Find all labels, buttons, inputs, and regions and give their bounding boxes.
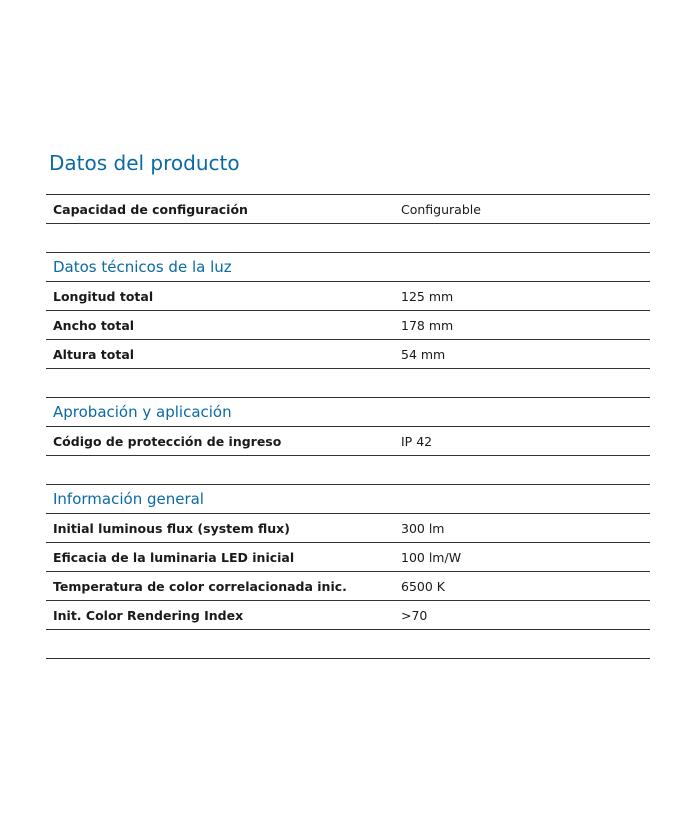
section-heading-general-info: Información general xyxy=(46,485,650,514)
spec-row xyxy=(46,340,650,369)
section-heading-light-data: Datos técnicos de la luz xyxy=(46,253,650,282)
spec-key: Initial luminous flux (system flux) xyxy=(53,520,290,536)
spec-value: IP 42 xyxy=(401,433,433,449)
spec-key: Capacidad de configuración xyxy=(53,201,248,217)
spec-table xyxy=(46,194,650,659)
spec-value: 178 mm xyxy=(401,317,454,333)
spec-value: >70 xyxy=(401,607,428,623)
spec-key: Altura total xyxy=(53,346,135,362)
section-spacer xyxy=(46,369,650,397)
spec-row xyxy=(46,601,650,630)
spec-key: Temperatura de color correlacionada inic. xyxy=(53,578,347,594)
spec-value: Configurable xyxy=(401,201,481,217)
section-spacer xyxy=(46,224,650,252)
spec-row xyxy=(46,195,650,224)
table-bottom-rule xyxy=(46,658,650,659)
spec-row xyxy=(46,543,650,572)
spec-row xyxy=(46,311,650,340)
spec-key: Longitud total xyxy=(53,288,154,304)
spec-key: Código de protección de ingreso xyxy=(53,433,282,449)
spec-row xyxy=(46,514,650,543)
spec-value: 54 mm xyxy=(401,346,446,362)
spec-value: 125 mm xyxy=(401,288,454,304)
section-spacer xyxy=(46,456,650,484)
spec-key: Init. Color Rendering Index xyxy=(53,607,244,623)
spec-key: Eficacia de la luminaria LED inicial xyxy=(53,549,295,565)
spec-value: 6500 K xyxy=(401,578,445,594)
spec-row xyxy=(46,427,650,456)
spec-value: 100 lm/W xyxy=(401,549,462,565)
section-heading-approval: Aprobación y aplicación xyxy=(46,398,650,427)
spec-value: 300 lm xyxy=(401,520,445,536)
section-spacer xyxy=(46,630,650,658)
spec-row xyxy=(46,282,650,311)
spec-row xyxy=(46,572,650,601)
spec-key: Ancho total xyxy=(53,317,135,333)
page-title: Datos del producto xyxy=(49,151,240,175)
